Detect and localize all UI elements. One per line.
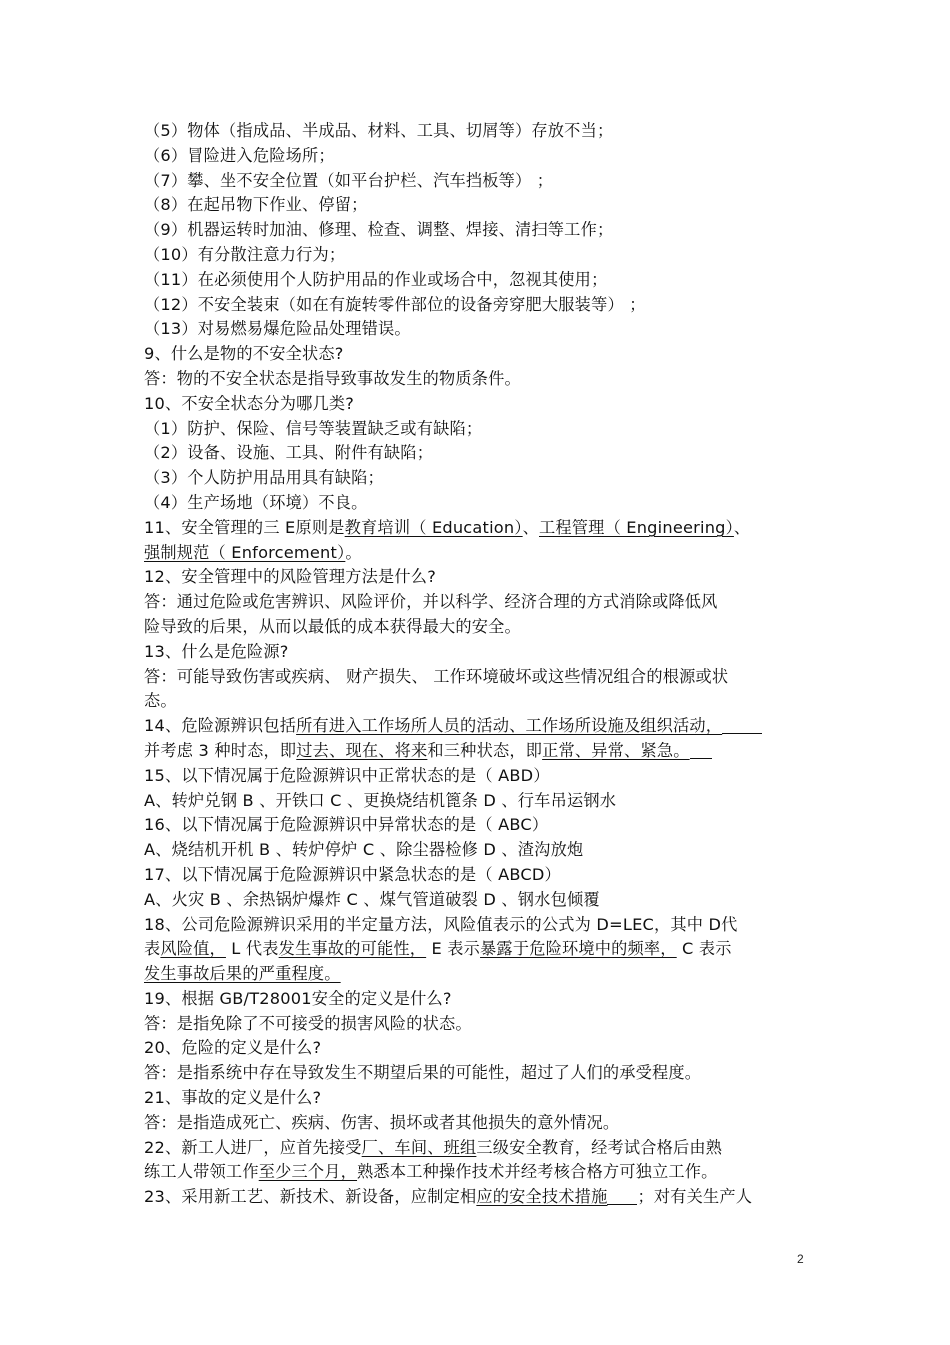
text-run: 11、安全管理的三 E原则是 bbox=[144, 517, 345, 537]
text-line bbox=[144, 243, 814, 268]
text-run: （4）生产场地（环境）不良。 bbox=[144, 492, 368, 512]
text-line bbox=[144, 987, 814, 1012]
text-line bbox=[144, 193, 814, 218]
text-line bbox=[144, 1160, 814, 1185]
text-line bbox=[144, 541, 814, 566]
text-run: 三级安全教育，经考试合格后由熟 bbox=[476, 1137, 723, 1157]
text-run: 23、采用新工艺、新技术、新设备，应制定相 bbox=[144, 1187, 477, 1207]
underlined-answer: 风险值， bbox=[160, 939, 226, 959]
text-run: （5）物体（指成品、半成品、材料、工具、切屑等）存放不当； bbox=[144, 121, 614, 140]
text-run: ；对有关生产人 bbox=[637, 1187, 753, 1207]
underlined-answer: 强制规范（ Enforcement） bbox=[144, 542, 346, 562]
text-line bbox=[144, 169, 814, 194]
text-line bbox=[144, 863, 814, 888]
text-run: 、 bbox=[733, 517, 751, 537]
underlined-answer: 至少三个月， bbox=[258, 1162, 358, 1182]
text-line bbox=[144, 342, 814, 367]
text-line bbox=[144, 1012, 814, 1037]
text-run: （2）设备、设施、工具、附件有缺陷； bbox=[144, 443, 434, 463]
text-run: 表 bbox=[144, 939, 161, 959]
text-line bbox=[144, 144, 814, 169]
text-run: （9）机器运转时加油、修理、检查、调整、焊接、清扫等工作； bbox=[144, 220, 614, 240]
text-line bbox=[144, 888, 814, 913]
text-run: 9、什么是物的不安全状态? bbox=[144, 344, 344, 364]
text-line bbox=[144, 590, 814, 615]
text-run: C 表示 bbox=[676, 939, 732, 959]
text-line bbox=[144, 789, 814, 814]
underlined-answer: 正常、异常、紧急。 bbox=[542, 740, 690, 760]
text-line bbox=[144, 119, 814, 144]
text-line bbox=[144, 268, 814, 293]
text-line bbox=[144, 1061, 814, 1086]
text-line bbox=[144, 466, 814, 491]
text-run: A、转炉兑钢 B 、开铁口 C 、更换烧结机篦条 D 、行车吊运钢水 bbox=[144, 790, 617, 810]
text-run: 12、安全管理中的风险管理方法是什么? bbox=[144, 567, 436, 587]
text-run: 答：是指造成死亡、疾病、伤害、损坏或者其他损失的意外情况。 bbox=[144, 1112, 620, 1132]
text-line bbox=[144, 1036, 814, 1061]
text-line bbox=[144, 218, 814, 243]
text-line bbox=[144, 615, 814, 640]
text-line bbox=[144, 367, 814, 392]
page-number: 2 bbox=[797, 1252, 804, 1266]
text-run: （13）对易燃易爆危险品处理错误。 bbox=[144, 319, 411, 339]
text-line bbox=[144, 317, 814, 342]
text-run: 15、以下情况属于危险源辨识中正常状态的是（ ABD） bbox=[144, 765, 550, 785]
text-line bbox=[144, 392, 814, 417]
text-run: 答：是指免除了不可接受的损害风险的状态。 bbox=[144, 1013, 472, 1033]
text-line bbox=[144, 1086, 814, 1111]
text-line bbox=[144, 813, 814, 838]
text-line bbox=[144, 689, 814, 714]
text-line bbox=[144, 565, 814, 590]
text-run: （3）个人防护用品用具有缺陷； bbox=[144, 468, 384, 488]
text-run: （1）防护、保险、信号等装置缺乏或有缺陷； bbox=[144, 418, 483, 438]
text-run: （12）不安全装束（如在有旋转零件部位的设备旁穿肥大服装等） ； bbox=[144, 294, 646, 314]
text-run: A、烧结机开机 B 、转炉停炉 C 、除尘器检修 D 、渣沟放炮 bbox=[144, 840, 584, 860]
text-line bbox=[144, 1136, 814, 1161]
text-run: 答：可能导致伤害或疾病、 财产损失、 工作环境破坏或这些情况组合的根源或状 bbox=[144, 666, 729, 686]
underlined-answer: 暴露于危险环境中的频率， bbox=[480, 939, 677, 959]
text-run: 、 bbox=[522, 517, 540, 537]
text-run: 22、新工人进厂，应首先接受 bbox=[144, 1137, 362, 1157]
text-line bbox=[144, 1111, 814, 1136]
text-line bbox=[144, 764, 814, 789]
text-line bbox=[144, 739, 814, 764]
text-line bbox=[144, 1185, 814, 1210]
blank-fill-underline bbox=[722, 715, 762, 734]
text-run: （11）在必须使用个人防护用品的作业或场合中，忽视其使用； bbox=[144, 269, 608, 289]
text-run: 21、事故的定义是什么? bbox=[144, 1088, 322, 1108]
text-run: E 表示 bbox=[426, 939, 481, 959]
text-run: 答：通过危险或危害辨识、风险评价，并以科学、经济合理的方式消除或降低风 bbox=[144, 592, 718, 612]
text-run: （6）冒险进入危险场所； bbox=[144, 145, 335, 165]
text-run: （10）有分散注意力行为； bbox=[144, 244, 346, 264]
text-run: 险导致的后果，从而以最低的成本获得最大的安全。 bbox=[144, 616, 521, 636]
text-run: L 代表 bbox=[225, 939, 279, 959]
text-run: 13、什么是危险源? bbox=[144, 641, 289, 661]
text-line bbox=[144, 962, 814, 987]
underlined-answer: 所有进入工作场所人员的活动、工作场所设施及组织活动， bbox=[296, 716, 723, 736]
text-line bbox=[144, 293, 814, 318]
text-run: 。 bbox=[345, 542, 362, 562]
text-run: （7）攀、坐不安全位置（如平台护栏、汽车挡板等） ； bbox=[144, 170, 554, 190]
text-run: 答：物的不安全状态是指导致事故发生的物质条件。 bbox=[144, 368, 521, 388]
underlined-answer: 厂、车间、班组 bbox=[361, 1137, 477, 1157]
text-run: 19、根据 GB/T28001安全的定义是什么? bbox=[144, 988, 452, 1008]
underlined-answer: 过去、现在、将来 bbox=[296, 740, 428, 760]
text-run: 答：是指系统中存在导致发生不期望后果的可能性，超过了人们的承受程度。 bbox=[144, 1063, 702, 1083]
underlined-answer: 工程管理（ Engineering） bbox=[539, 517, 734, 537]
text-run: 熟悉本工种操作技术并经考核合格方可独立工作。 bbox=[357, 1162, 718, 1182]
text-run: （8）在起吊物下作业、停留； bbox=[144, 195, 368, 215]
text-line bbox=[144, 417, 814, 442]
blank-fill-underline bbox=[690, 740, 712, 759]
underlined-answer: 教育培训（ Education） bbox=[344, 517, 523, 537]
text-line bbox=[144, 640, 814, 665]
text-run: 并考虑 3 种时态，即 bbox=[144, 740, 297, 760]
text-run: 和三种状态，即 bbox=[427, 740, 543, 760]
text-run: 18、公司危险源辨识采用的半定量方法，风险值表示的公式为 D=LEC，其中 D代 bbox=[144, 914, 738, 934]
text-run: 16、以下情况属于危险源辨识中异常状态的是（ ABC） bbox=[144, 815, 549, 835]
document-body bbox=[144, 119, 814, 1210]
text-line bbox=[144, 937, 814, 962]
text-run: 态。 bbox=[144, 691, 177, 711]
text-line bbox=[144, 516, 814, 541]
text-line bbox=[144, 714, 814, 739]
text-line bbox=[144, 665, 814, 690]
underlined-answer: 发生事故后果的严重程度。 bbox=[144, 964, 341, 984]
text-line bbox=[144, 913, 814, 938]
text-line bbox=[144, 838, 814, 863]
text-line bbox=[144, 491, 814, 516]
underlined-answer: 发生事故的可能性， bbox=[278, 939, 427, 959]
text-line bbox=[144, 441, 814, 466]
text-run: 练工人带领工作 bbox=[144, 1162, 259, 1182]
text-run: 20、危险的定义是什么? bbox=[144, 1038, 322, 1058]
text-run: 17、以下情况属于危险源辨识中紧急状态的是（ ABCD） bbox=[144, 864, 561, 884]
text-run: 10、不安全状态分为哪几类? bbox=[144, 393, 355, 413]
underlined-answer: 应的安全技术措施 bbox=[476, 1187, 608, 1207]
text-run: A、火灾 B 、余热锅炉爆炸 C 、煤气管道破裂 D 、钢水包倾覆 bbox=[144, 889, 600, 909]
blank-fill-underline bbox=[607, 1186, 637, 1205]
text-run: 14、危险源辨识包括 bbox=[144, 716, 297, 736]
